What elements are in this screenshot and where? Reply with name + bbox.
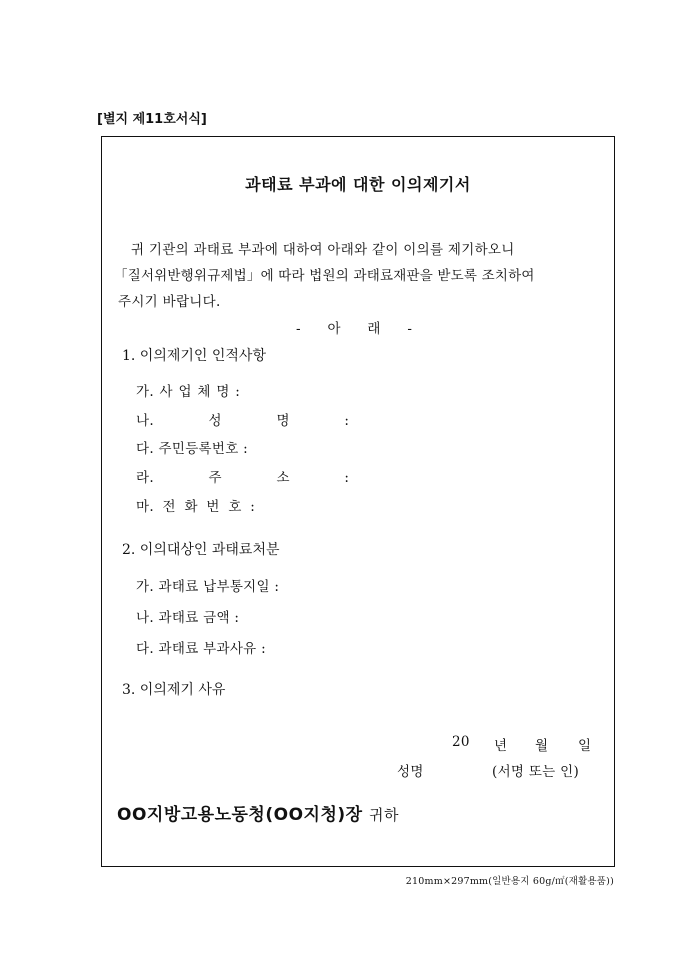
date-month-label: 월 [535, 738, 549, 754]
field-fine-amount: 나. 과태료 금액 : [136, 610, 240, 626]
section-2-heading: 2. 이의대상인 과태료처분 [122, 542, 280, 558]
section-3-heading: 3. 이의제기 사유 [122, 682, 226, 698]
field-notice-date: 가. 과태료 납부통지일 : [136, 579, 280, 595]
recipient-line [117, 800, 399, 825]
signature-name-label: 성명 [397, 764, 424, 780]
recipient-suffix: 귀하 [369, 806, 399, 824]
form-number-label: [별지 제11호서식] [97, 112, 207, 127]
below-marker: - 아 래 - [296, 321, 413, 337]
signature-hint: (서명 또는 인) [492, 764, 580, 780]
field-business-name: 가. 사 업 체 명 : [136, 384, 241, 400]
intro-line-1: 귀 기관의 과태료 부과에 대하여 아래와 같이 이의를 제기하오니 [131, 242, 515, 258]
field-name: 나. 성 명 : [136, 413, 350, 429]
section-1-heading: 1. 이의제기인 인적사항 [122, 348, 266, 364]
date-year-label: 년 [494, 738, 508, 754]
intro-line-3: 주시기 바랍니다. [118, 294, 221, 310]
field-resident-number: 다. 주민등록번호 : [136, 441, 249, 457]
date-year-prefix: 20 [452, 734, 470, 750]
field-phone-number: 마. 전 화 번 호 : [136, 499, 256, 515]
date-day-label: 일 [578, 738, 592, 754]
field-fine-reason: 다. 과태료 부과사유 : [136, 641, 266, 657]
document-title: 과태료 부과에 대한 이의제기서 [245, 175, 471, 194]
paper-size-note: 210mm×297mm(일반용지 60g/㎡(재활용품)) [405, 876, 614, 887]
field-address: 라. 주 소 : [136, 470, 350, 486]
intro-line-2: 「질서위반행위규제법」에 따라 법원의 과태료재판을 받도록 조치하여 [114, 268, 535, 284]
recipient-office: OO지방고용노동청(OO지청)장 [117, 805, 363, 825]
